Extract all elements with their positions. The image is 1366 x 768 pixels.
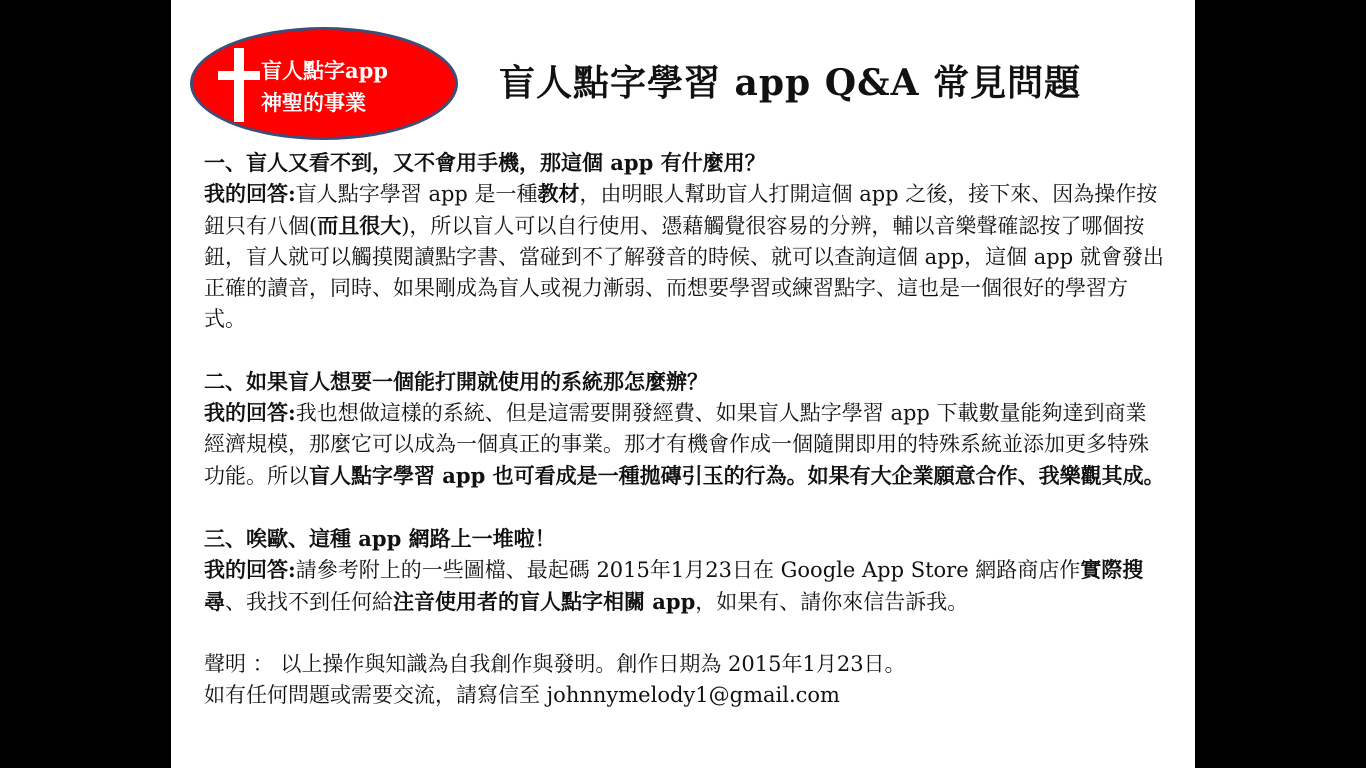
question-1: 一、盲人又看不到，又不會用手機，那這個 app 有什麼用？ [204,150,766,175]
answer-1-emphasis-2: 而且很大 [317,213,402,238]
answer-3-part-5: ，如果有、請你來信告訴我。 [695,590,969,614]
answer-label-3: 我的回答: [204,557,296,582]
page-title: 盲人點字學習 app Q&A 常見問題 [499,62,1082,104]
answer-3 [204,554,1166,618]
answer-1-part-3: ，由明眼人幫助盲人打開這個 app 之後，接下來、因為操作按鈕只有八個( [204,182,1158,238]
question-2: 二、如果盲人想要一個能打開就使用的系統那怎麼辦？ [204,369,708,394]
answer-1-emphasis-1: 教材 [537,181,580,206]
answer-2-emphasis: 盲人點字學習 app 也可看成是一種拋磚引玉的行為。如果有大企業願意合作、我樂觀其成。 [309,463,1165,488]
qa-content [204,147,1166,711]
answer-2-part-1: 我也想做這樣的系統、但是這需要開發經費、如果盲人點字學習 app 下載數量能夠達到商業經濟規模，那麼它可以成為一個真正的事業。那才有機會作成一個隨開即用的特殊系統並添加更多特殊功能。所以 [204,401,1149,488]
answer-label-1: 我的回答: [204,181,296,206]
slide [171,0,1195,768]
answer-1-part-1: 盲人點字學習 app 是一種 [295,182,538,206]
disclaimer: 聲明 ： 以上操作與知識為自我創作與發明。創作日期為 2015年1月23日。 [204,652,906,676]
logo-text-line1: 盲人點字app [261,58,388,83]
cross-icon-bar [218,71,260,80]
question-3: 三、唉歐、這種 app 網路上一堆啦！ [204,526,556,551]
answer-2 [204,397,1166,492]
cross-icon [234,48,244,122]
answer-label-2: 我的回答: [204,400,296,425]
logo-badge [190,27,458,140]
answer-3-part-1: 請參考附上的一些圖檔、最起碼 2015年1月23日在 Google App Store 網路商店作 [295,558,1081,582]
answer-3-part-3: 、我找不到任何給 [225,590,393,614]
contact-line: 如有任何問題或需要交流，請寫信至 johnnymelody1@gmail.com [204,683,840,707]
answer-3-emphasis-2: 注音使用者的盲人點字相關 app [393,589,696,614]
logo-text-line2: 神聖的事業 [261,90,366,115]
answer-1-part-5: )，所以盲人可以自行使用、憑藉觸覺很容易的分辨，輔以音樂聲確認按了哪個按鈕，盲人就可以觸摸閱讀點字書、當碰到不了解發音的時候、就可以查詢這個 app，這個 app 就會發出正確的讀音，同時、如果剛成為盲人或視力漸弱、而想要學習或練習點字、這也是一個很好的學習方式。 [204,214,1164,331]
answer-1 [204,178,1166,335]
answer-3-emphasis-1: 實際搜尋 [204,557,1144,614]
